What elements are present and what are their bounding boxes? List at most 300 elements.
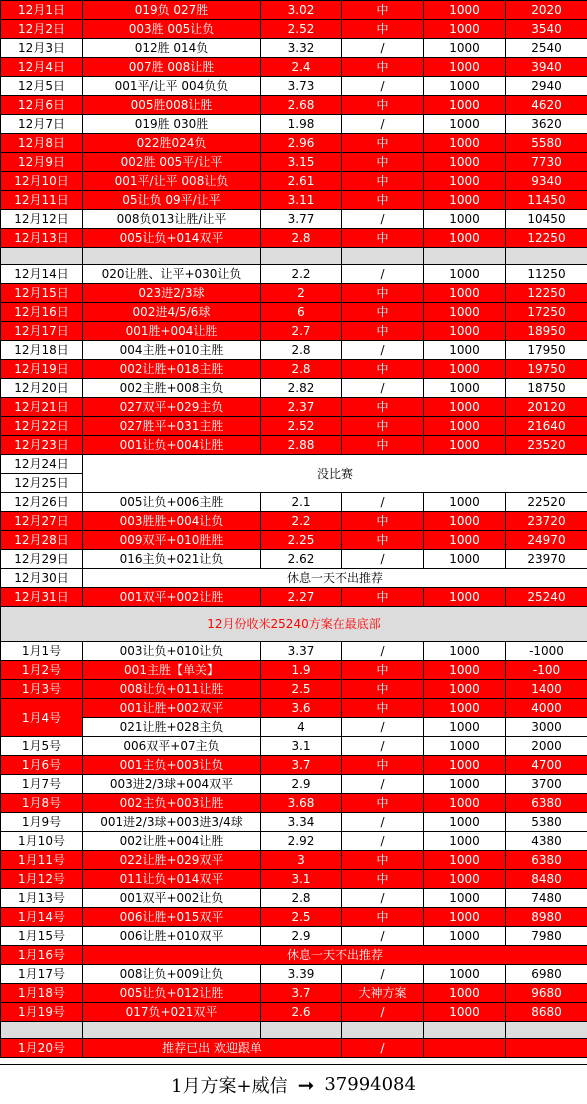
table-row xyxy=(1,531,587,550)
status-cell: 中 xyxy=(342,191,424,210)
total-cell: 6980 xyxy=(506,965,587,984)
date-cell: 12月28日 xyxy=(1,531,83,550)
table-row xyxy=(1,756,587,775)
total-cell: 8980 xyxy=(506,908,587,927)
stake-cell: 1000 xyxy=(424,737,506,756)
total-cell: 3540 xyxy=(506,20,587,39)
odds-cell: 2.8 xyxy=(261,360,342,379)
stake-cell: 1000 xyxy=(424,341,506,360)
status-cell: / xyxy=(342,265,424,284)
total-cell: 21640 xyxy=(506,417,587,436)
table-row xyxy=(1,493,587,512)
plan-cell: 006双平+07主负 xyxy=(83,737,261,756)
stake-cell: 1000 xyxy=(424,832,506,851)
stake-cell: 1000 xyxy=(424,77,506,96)
odds-cell: 3.68 xyxy=(261,794,342,813)
stake-cell: 1000 xyxy=(424,322,506,341)
date-cell: 1月16号 xyxy=(1,946,83,965)
plan-cell: 001主负+003让负 xyxy=(83,756,261,775)
plan-cell: 007胜 008让胜 xyxy=(83,58,261,77)
plan-cell: 002胜 005平/让平 xyxy=(83,153,261,172)
total-cell: 23720 xyxy=(506,512,587,531)
odds-cell: 2.82 xyxy=(261,379,342,398)
total-cell: 3700 xyxy=(506,775,587,794)
total-cell: 11250 xyxy=(506,265,587,284)
plan-cell: 001平/让平 008让负 xyxy=(83,172,261,191)
odds-cell: 3.77 xyxy=(261,210,342,229)
date-cell: 12月20日 xyxy=(1,379,83,398)
plan-cell: 001主胜【单关】 xyxy=(83,661,261,680)
odds-cell: 3.39 xyxy=(261,965,342,984)
status-cell: / xyxy=(342,493,424,512)
odds-cell: 3.73 xyxy=(261,77,342,96)
total-cell: 8680 xyxy=(506,1003,587,1022)
table-row xyxy=(1,284,587,303)
total-cell: 4620 xyxy=(506,96,587,115)
table-row xyxy=(1,20,587,39)
plan-cell: 012胜 014负 xyxy=(83,39,261,58)
status-cell: / xyxy=(342,39,424,58)
odds-cell: 3.34 xyxy=(261,813,342,832)
note-row xyxy=(1,946,587,965)
date-cell: 12月8日 xyxy=(1,134,83,153)
empty-cell xyxy=(342,1022,424,1039)
date-cell: 1月6号 xyxy=(1,756,83,775)
total-cell: 2540 xyxy=(506,39,587,58)
status-cell: / xyxy=(342,737,424,756)
odds-cell: 2.52 xyxy=(261,417,342,436)
footer-contact xyxy=(0,1064,587,1104)
odds-cell: 2.27 xyxy=(261,588,342,607)
plan-cell: 019胜 030胜 xyxy=(83,115,261,134)
empty-cell xyxy=(83,248,261,265)
table-row xyxy=(1,661,587,680)
odds-cell: 2.62 xyxy=(261,550,342,569)
empty-cell xyxy=(261,1022,342,1039)
total-cell: 23520 xyxy=(506,436,587,455)
plan-cell: 027胜平+031主胜 xyxy=(83,417,261,436)
empty-cell xyxy=(1,1022,83,1039)
date-cell: 12月10日 xyxy=(1,172,83,191)
status-cell: 中 xyxy=(342,870,424,889)
plan-cell: 022胜024负 xyxy=(83,134,261,153)
date-cell: 12月29日 xyxy=(1,550,83,569)
plan-cell: 003胜 005让负 xyxy=(83,20,261,39)
status-cell: 中 xyxy=(342,851,424,870)
table-row xyxy=(1,436,587,455)
date-cell: 1月15号 xyxy=(1,927,83,946)
stake-cell: 1000 xyxy=(424,115,506,134)
plan-cell: 027双平+029主负 xyxy=(83,398,261,417)
date-cell: 1月19号 xyxy=(1,1003,83,1022)
status-cell: 中 xyxy=(342,756,424,775)
odds-cell: 3.11 xyxy=(261,191,342,210)
stake-cell: 1000 xyxy=(424,210,506,229)
table-row xyxy=(1,550,587,569)
stake-cell: 1000 xyxy=(424,153,506,172)
odds-cell: 3.15 xyxy=(261,153,342,172)
date-cell: 1月20号 xyxy=(1,1039,83,1058)
total-cell: 24970 xyxy=(506,531,587,550)
date-cell: 12月7日 xyxy=(1,115,83,134)
arrow-right-icon: ➞ xyxy=(298,1073,315,1097)
date-cell: 1月5号 xyxy=(1,737,83,756)
stake-cell: 1000 xyxy=(424,889,506,908)
odds-cell: 1.98 xyxy=(261,115,342,134)
total-cell: 4700 xyxy=(506,756,587,775)
date-cell: 1月3号 xyxy=(1,680,83,699)
status-cell: 中 xyxy=(342,153,424,172)
table-row xyxy=(1,417,587,436)
odds-cell: 2.1 xyxy=(261,493,342,512)
table-row xyxy=(1,699,587,718)
plan-cell: 005胜008让胜 xyxy=(83,96,261,115)
status-cell: 中 xyxy=(342,588,424,607)
date-cell: 12月21日 xyxy=(1,398,83,417)
odds-cell: 2.68 xyxy=(261,96,342,115)
plan-cell: 001让负+004让胜 xyxy=(83,436,261,455)
status-cell: 中 xyxy=(342,20,424,39)
status-cell: / xyxy=(342,1039,424,1058)
table-row xyxy=(1,210,587,229)
table-row xyxy=(1,360,587,379)
empty-cell xyxy=(424,248,506,265)
total-cell: 6380 xyxy=(506,794,587,813)
date-cell: 1月8号 xyxy=(1,794,83,813)
plan-cell: 017负+021双平 xyxy=(83,1003,261,1022)
plan-cell: 022让胜+029双平 xyxy=(83,851,261,870)
total-cell: 17250 xyxy=(506,303,587,322)
empty-cell xyxy=(261,248,342,265)
total-cell: 1400 xyxy=(506,680,587,699)
odds-cell: 2.9 xyxy=(261,775,342,794)
empty-cell xyxy=(424,1022,506,1039)
table-row xyxy=(1,134,587,153)
date-cell: 1月9号 xyxy=(1,813,83,832)
total-cell: 5380 xyxy=(506,813,587,832)
date-cell: 12月22日 xyxy=(1,417,83,436)
odds-cell: 3.1 xyxy=(261,870,342,889)
odds-cell: 1.9 xyxy=(261,661,342,680)
stake-cell: 1000 xyxy=(424,58,506,77)
plan-cell: 002主负+003让胜 xyxy=(83,794,261,813)
date-cell: 12月5日 xyxy=(1,77,83,96)
footer-number: 37994084 xyxy=(324,1074,416,1095)
table-row xyxy=(1,58,587,77)
note-cell: 休息一天不出推荐 xyxy=(83,569,587,588)
status-cell: 中 xyxy=(342,908,424,927)
status-cell: / xyxy=(342,718,424,737)
banner-text: 12月份收米25240方案在最底部 xyxy=(1,607,587,642)
plan-cell: 003让负+010让负 xyxy=(83,642,261,661)
stake-cell: 1000 xyxy=(424,303,506,322)
table-row xyxy=(1,77,587,96)
plan-cell: 005让负+014双平 xyxy=(83,229,261,248)
odds-cell: 2.37 xyxy=(261,398,342,417)
table-row xyxy=(1,1,587,20)
table-row xyxy=(1,718,587,737)
odds-cell: 2.6 xyxy=(261,1003,342,1022)
date-cell: 12月24日 xyxy=(1,455,83,474)
odds-cell: 2.5 xyxy=(261,908,342,927)
table-row xyxy=(1,39,587,58)
status-cell: / xyxy=(342,642,424,661)
total-cell: 6380 xyxy=(506,851,587,870)
stake-cell xyxy=(424,1039,506,1058)
empty-cell xyxy=(1,248,83,265)
date-cell: 12月2日 xyxy=(1,20,83,39)
total-cell: 7480 xyxy=(506,889,587,908)
stake-cell: 1000 xyxy=(424,134,506,153)
total-cell: 4380 xyxy=(506,832,587,851)
plan-cell: 006让胜+015双平 xyxy=(83,908,261,927)
total-cell: 18750 xyxy=(506,379,587,398)
plan-cell: 003进2/3球+004双平 xyxy=(83,775,261,794)
total-cell: 17950 xyxy=(506,341,587,360)
total-cell: 20120 xyxy=(506,398,587,417)
odds-cell: 2.8 xyxy=(261,341,342,360)
plan-cell: 002进4/5/6球 xyxy=(83,303,261,322)
table-row xyxy=(1,737,587,756)
total-cell: -1000 xyxy=(506,642,587,661)
date-cell: 12月3日 xyxy=(1,39,83,58)
table-row xyxy=(1,965,587,984)
status-cell: / xyxy=(342,115,424,134)
plan-cell: 001进2/3球+003进3/4球 xyxy=(83,813,261,832)
date-cell: 12月25日 xyxy=(1,474,83,493)
date-cell: 12月14日 xyxy=(1,265,83,284)
status-cell: / xyxy=(342,550,424,569)
status-cell: 中 xyxy=(342,661,424,680)
stake-cell: 1000 xyxy=(424,927,506,946)
date-cell: 1月10号 xyxy=(1,832,83,851)
spacer-row xyxy=(1,1022,587,1039)
stake-cell: 1000 xyxy=(424,588,506,607)
total-cell: 11450 xyxy=(506,191,587,210)
stake-cell: 1000 xyxy=(424,20,506,39)
date-cell: 12月4日 xyxy=(1,58,83,77)
date-cell: 1月12号 xyxy=(1,870,83,889)
odds-cell: 2.96 xyxy=(261,134,342,153)
date-cell: 12月18日 xyxy=(1,341,83,360)
status-cell: 中 xyxy=(342,172,424,191)
date-cell: 1月18号 xyxy=(1,984,83,1003)
odds-cell: 2.4 xyxy=(261,58,342,77)
date-cell: 1月13号 xyxy=(1,889,83,908)
date-cell: 1月14号 xyxy=(1,908,83,927)
plan-cell: 001让胜+002双平 xyxy=(83,699,261,718)
status-cell: 中 xyxy=(342,303,424,322)
total-cell: 2020 xyxy=(506,1,587,20)
stake-cell: 1000 xyxy=(424,172,506,191)
stake-cell: 1000 xyxy=(424,1,506,20)
date-cell: 12月15日 xyxy=(1,284,83,303)
odds-cell: 3.1 xyxy=(261,737,342,756)
table-row xyxy=(1,172,587,191)
date-cell: 12月26日 xyxy=(1,493,83,512)
total-cell: 8480 xyxy=(506,870,587,889)
spacer-row xyxy=(1,248,587,265)
status-cell: / xyxy=(342,379,424,398)
plan-cell: 004主胜+010主胜 xyxy=(83,341,261,360)
table-row xyxy=(1,908,587,927)
total-cell: 2940 xyxy=(506,77,587,96)
stake-cell: 1000 xyxy=(424,984,506,1003)
stake-cell: 1000 xyxy=(424,661,506,680)
status-cell: / xyxy=(342,927,424,946)
table-row xyxy=(1,512,587,531)
stake-cell: 1000 xyxy=(424,680,506,699)
table-row xyxy=(1,341,587,360)
plan-cell: 011让负+014双平 xyxy=(83,870,261,889)
status-cell: 中 xyxy=(342,322,424,341)
table-row xyxy=(1,322,587,341)
odds-cell: 2.2 xyxy=(261,512,342,531)
odds-cell: 2.88 xyxy=(261,436,342,455)
total-cell: 25240 xyxy=(506,588,587,607)
total-cell: 3940 xyxy=(506,58,587,77)
odds-cell: 3.37 xyxy=(261,642,342,661)
date-cell: 12月19日 xyxy=(1,360,83,379)
odds-cell: 2.92 xyxy=(261,832,342,851)
stake-cell: 1000 xyxy=(424,417,506,436)
odds-cell: 3.02 xyxy=(261,1,342,20)
status-cell: 中 xyxy=(342,134,424,153)
total-cell: 12250 xyxy=(506,229,587,248)
plan-cell: 002让胜+018主胜 xyxy=(83,360,261,379)
table-row xyxy=(1,398,587,417)
odds-cell: 2.61 xyxy=(261,172,342,191)
stake-cell: 1000 xyxy=(424,512,506,531)
odds-cell: 2.5 xyxy=(261,680,342,699)
table-row xyxy=(1,889,587,908)
table-row xyxy=(1,813,587,832)
stake-cell: 1000 xyxy=(424,39,506,58)
table-row xyxy=(1,642,587,661)
odds-cell: 2 xyxy=(261,284,342,303)
stake-cell: 1000 xyxy=(424,642,506,661)
odds-cell: 2.2 xyxy=(261,265,342,284)
table-row xyxy=(1,191,587,210)
stake-cell: 1000 xyxy=(424,493,506,512)
table-row xyxy=(1,794,587,813)
total-cell: 3000 xyxy=(506,718,587,737)
stake-cell: 1000 xyxy=(424,436,506,455)
date-cell: 1月11号 xyxy=(1,851,83,870)
table-row xyxy=(1,153,587,172)
plan-cell: 001双平+002让胜 xyxy=(83,588,261,607)
total-cell: -100 xyxy=(506,661,587,680)
odds-cell: 3.32 xyxy=(261,39,342,58)
odds-cell: 3.7 xyxy=(261,984,342,1003)
stake-cell: 1000 xyxy=(424,360,506,379)
table-row xyxy=(1,870,587,889)
plan-cell: 001平/让平 004负负 xyxy=(83,77,261,96)
plan-cell: 016主负+021让负 xyxy=(83,550,261,569)
odds-cell: 3.6 xyxy=(261,699,342,718)
stake-cell: 1000 xyxy=(424,870,506,889)
date-cell: 12月13日 xyxy=(1,229,83,248)
odds-cell: 2.52 xyxy=(261,20,342,39)
status-cell: 中 xyxy=(342,680,424,699)
no-match-row xyxy=(1,455,587,474)
empty-cell xyxy=(83,1022,261,1039)
plan-cell: 推荐已出 欢迎跟单 xyxy=(83,1039,342,1058)
date-cell: 12月1日 xyxy=(1,1,83,20)
odds-cell: 2.8 xyxy=(261,889,342,908)
status-cell: / xyxy=(342,775,424,794)
status-cell: 中 xyxy=(342,360,424,379)
stake-cell: 1000 xyxy=(424,398,506,417)
status-cell: 中 xyxy=(342,1,424,20)
date-cell: 1月7号 xyxy=(1,775,83,794)
empty-cell xyxy=(506,1022,587,1039)
status-cell: / xyxy=(342,965,424,984)
footer-left: 1月方案+威信 xyxy=(171,1072,288,1098)
status-cell: 中 xyxy=(342,699,424,718)
date-cell: 1月2号 xyxy=(1,661,83,680)
table-row xyxy=(1,832,587,851)
status-cell: 中 xyxy=(342,417,424,436)
summary-banner xyxy=(1,607,587,642)
table-row xyxy=(1,1003,587,1022)
stake-cell: 1000 xyxy=(424,699,506,718)
stake-cell: 1000 xyxy=(424,851,506,870)
table-row xyxy=(1,1039,587,1058)
stake-cell: 1000 xyxy=(424,284,506,303)
status-cell: / xyxy=(342,813,424,832)
plan-cell: 009双平+010胜胜 xyxy=(83,531,261,550)
stake-cell: 1000 xyxy=(424,96,506,115)
stake-cell: 1000 xyxy=(424,191,506,210)
stake-cell: 1000 xyxy=(424,229,506,248)
plan-cell: 021让胜+028主负 xyxy=(83,718,261,737)
total-cell: 9340 xyxy=(506,172,587,191)
date-cell: 12月30日 xyxy=(1,569,83,588)
stake-cell: 1000 xyxy=(424,813,506,832)
date-cell: 12月23日 xyxy=(1,436,83,455)
plan-cell: 001双平+002让负 xyxy=(83,889,261,908)
table-row xyxy=(1,115,587,134)
status-cell: 中 xyxy=(342,398,424,417)
plan-cell: 020让胜、让平+030让负 xyxy=(83,265,261,284)
table-row xyxy=(1,775,587,794)
table-row xyxy=(1,265,587,284)
status-cell: / xyxy=(342,341,424,360)
stake-cell: 1000 xyxy=(424,379,506,398)
plan-cell: 005让负+012让胜 xyxy=(83,984,261,1003)
table-row xyxy=(1,680,587,699)
total-cell: 7730 xyxy=(506,153,587,172)
stake-cell: 1000 xyxy=(424,718,506,737)
date-cell: 12月31日 xyxy=(1,588,83,607)
stake-cell: 1000 xyxy=(424,908,506,927)
note-row xyxy=(1,569,587,588)
table-row xyxy=(1,303,587,322)
date-cell: 12月12日 xyxy=(1,210,83,229)
odds-cell: 3 xyxy=(261,851,342,870)
date-cell: 12月6日 xyxy=(1,96,83,115)
status-cell: 中 xyxy=(342,58,424,77)
empty-cell xyxy=(506,248,587,265)
status-cell: / xyxy=(342,832,424,851)
plan-cell: 019负 027胜 xyxy=(83,1,261,20)
total-cell: 7980 xyxy=(506,927,587,946)
table-row xyxy=(1,851,587,870)
status-cell: 中 xyxy=(342,284,424,303)
odds-cell: 3.7 xyxy=(261,756,342,775)
stake-cell: 1000 xyxy=(424,1003,506,1022)
